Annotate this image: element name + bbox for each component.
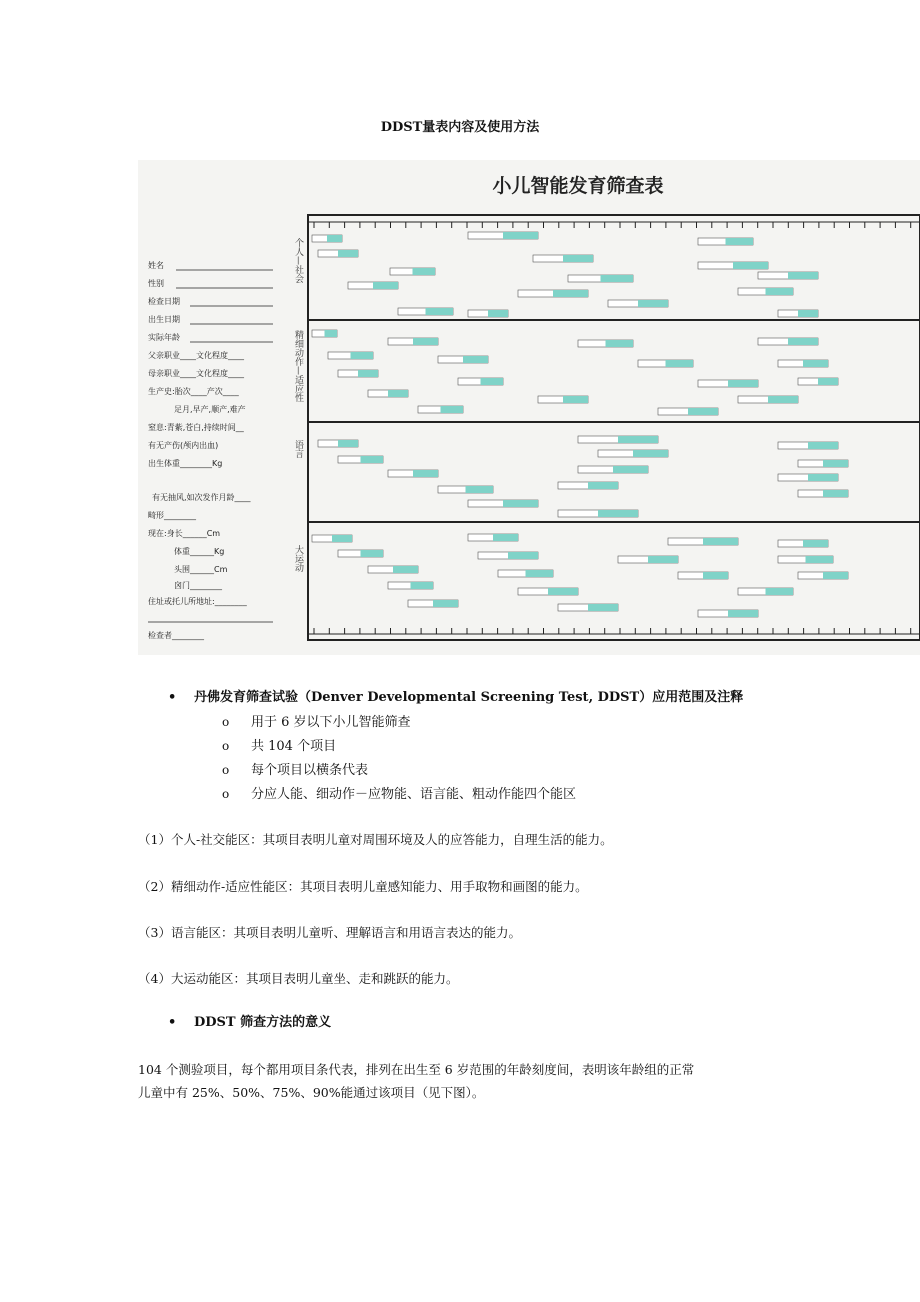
item-bar-fill bbox=[393, 566, 418, 573]
item-bar-fill bbox=[808, 442, 838, 449]
item-bar-fill bbox=[613, 466, 648, 473]
section1-heading bbox=[168, 689, 743, 707]
domain-label-gross-motor: 大运动 bbox=[293, 545, 303, 572]
field-name: 姓名 bbox=[148, 261, 164, 270]
item-bar-fill bbox=[463, 356, 488, 363]
item-bar-fill bbox=[666, 360, 694, 367]
item-bar-fill bbox=[688, 408, 718, 415]
domain-label-personal-social: 个人—社会 bbox=[293, 238, 303, 283]
item-bar-fill bbox=[503, 500, 538, 507]
area-description-1: （1）个人-社交能区：其项目表明儿童对周围环境及人的应答能力，自理生活的能力。 bbox=[138, 832, 613, 847]
item-bar-fill bbox=[803, 360, 828, 367]
item-bar-fill bbox=[823, 490, 848, 497]
list-item: o 共 104 个项目 bbox=[222, 739, 337, 754]
field-birth-injury: 有无产伤(颅内出血) bbox=[148, 441, 219, 450]
domain-label-language: 语言 bbox=[293, 440, 303, 458]
item-bar-fill bbox=[338, 440, 358, 447]
item-bar-fill bbox=[788, 338, 818, 345]
item-bar-fill bbox=[426, 308, 454, 315]
circle-bullet-icon: o bbox=[222, 787, 230, 801]
area-description-2: （2）精细动作-适应性能区：其项目表明儿童感知能力、用手取物和画图的能力。 bbox=[138, 879, 588, 894]
field-malformation: 畸形________ bbox=[148, 511, 196, 520]
item-bar-fill bbox=[618, 436, 658, 443]
item-bar-fill bbox=[413, 268, 436, 275]
field-actual-age: 实际年龄 bbox=[148, 333, 180, 342]
item-bar-fill bbox=[633, 450, 668, 457]
item-bar-fill bbox=[598, 510, 638, 517]
item-bar-fill bbox=[388, 390, 408, 397]
item-bar-fill bbox=[332, 535, 352, 542]
field-birth-date: 出生日期 bbox=[148, 315, 180, 324]
item-bar-fill bbox=[766, 288, 794, 295]
area-description-3: （3）语言能区：其项目表明儿童听、理解语言和用语言表达的能力。 bbox=[138, 925, 521, 940]
field-birth-weight: 出生体重________Kg bbox=[148, 459, 223, 468]
item-bar-fill bbox=[806, 556, 834, 563]
item-bar-fill bbox=[358, 370, 378, 377]
item-bar-fill bbox=[588, 604, 618, 611]
item-bar-fill bbox=[788, 272, 818, 279]
field-address: 住址或托儿所地址:________ bbox=[148, 597, 247, 606]
item-bar-fill bbox=[733, 262, 768, 269]
item-bar-fill bbox=[726, 238, 754, 245]
item-bar-fill bbox=[553, 290, 588, 297]
field-father: 父亲职业____文化程度____ bbox=[148, 351, 244, 360]
list-item: o 分应人能、细动作－应物能、语言能、粗动作能四个能区 bbox=[222, 787, 577, 802]
field-delivery: 足月,早产,顺产,难产 bbox=[174, 405, 246, 414]
item-bar-fill bbox=[327, 235, 342, 242]
item-bar-fill bbox=[588, 482, 618, 489]
section2-heading-text: DDST 筛查方法的意义 bbox=[194, 1015, 332, 1030]
item-bar-fill bbox=[768, 396, 798, 403]
form-chart-title: 小儿智能发育筛查表 bbox=[492, 175, 664, 197]
field-asphyxia: 窒息:青紫,苍白,持续时间__ bbox=[148, 423, 244, 432]
item-bar-fill bbox=[493, 534, 518, 541]
item-bar-fill bbox=[648, 556, 678, 563]
bullet-icon: • bbox=[168, 690, 177, 705]
field-seizure: 有无抽风,如次发作月龄____ bbox=[152, 493, 251, 502]
item-bar-fill bbox=[466, 486, 494, 493]
area-description-4: （4）大运动能区：其项目表明儿童坐、走和跳跃的能力。 bbox=[138, 971, 459, 986]
item-bar-fill bbox=[728, 380, 758, 387]
section1-heading-text: 丹佛发育筛查试验（Denver Developmental Screening Test, DDST）应用范围及注释 bbox=[194, 690, 744, 705]
list-item: o 每个项目以横条代表 bbox=[222, 763, 369, 778]
item-bar-fill bbox=[526, 570, 554, 577]
item-bar-fill bbox=[823, 460, 848, 467]
item-bar-fill bbox=[563, 396, 588, 403]
item-bar-fill bbox=[803, 540, 828, 547]
section2-heading bbox=[168, 1014, 331, 1032]
ddst-screening-form-image bbox=[138, 160, 920, 655]
item-bar-fill bbox=[606, 340, 634, 347]
item-bar-fill bbox=[703, 572, 728, 579]
bullet-icon: • bbox=[168, 1015, 177, 1030]
field-height: 现在:身长______Cm bbox=[148, 529, 221, 538]
item-bar-fill bbox=[413, 470, 438, 477]
field-mother: 母亲职业____文化程度____ bbox=[148, 369, 244, 378]
list-item: o 用于 6 岁以下小儿智能筛查 bbox=[222, 715, 411, 730]
item-bar-fill bbox=[638, 300, 668, 307]
item-bar-fill bbox=[508, 552, 538, 559]
field-examiner: 检查者________ bbox=[148, 631, 204, 640]
field-exam-date: 检查日期 bbox=[148, 297, 180, 306]
circle-bullet-icon: o bbox=[222, 739, 230, 753]
item-bar-fill bbox=[433, 600, 458, 607]
item-bar-fill bbox=[338, 250, 358, 257]
section2-paragraph-line2: 儿童中有 25%、50%、75%、90%能通过该项目（见下图）。 bbox=[138, 1085, 485, 1100]
circle-bullet-icon: o bbox=[222, 763, 230, 777]
field-fontanelle: 囟门________ bbox=[174, 581, 222, 590]
item-bar-fill bbox=[441, 406, 464, 413]
item-bar-fill bbox=[798, 310, 818, 317]
item-bar-fill bbox=[325, 330, 338, 337]
item-bar-fill bbox=[548, 588, 578, 595]
item-bar-fill bbox=[488, 310, 508, 317]
item-bar-fill bbox=[808, 474, 838, 481]
item-bar-fill bbox=[601, 275, 634, 282]
item-bar-fill bbox=[373, 282, 398, 289]
item-bar-fill bbox=[411, 582, 434, 589]
item-bar-fill bbox=[351, 352, 374, 359]
item-bar-fill bbox=[563, 255, 593, 262]
field-sex: 性别 bbox=[148, 279, 164, 288]
item-bar-fill bbox=[503, 232, 538, 239]
item-bar-fill bbox=[766, 588, 794, 595]
item-bar-fill bbox=[481, 378, 504, 385]
section2-paragraph-line1: 104 个测验项目，每个都用项目条代表，排列在出生至 6 岁范围的年龄刻度间，表明该年龄组的正常 bbox=[138, 1062, 695, 1077]
document-title: DDST量表内容及使用方法 bbox=[380, 120, 540, 135]
item-bar-fill bbox=[703, 538, 738, 545]
item-bar-fill bbox=[413, 338, 438, 345]
item-bar-fill bbox=[728, 610, 758, 617]
field-birth-history: 生产史:胎次____产次____ bbox=[148, 387, 239, 396]
domain-label-fine-motor: 精细动作—适应性 bbox=[293, 330, 303, 402]
field-head: 头围______Cm bbox=[174, 565, 228, 574]
item-bar-fill bbox=[818, 378, 838, 385]
field-weight: 体重______Kg bbox=[174, 547, 225, 556]
item-bar-fill bbox=[823, 572, 848, 579]
item-bar-fill bbox=[361, 456, 384, 463]
item-bar-fill bbox=[361, 550, 384, 557]
circle-bullet-icon: o bbox=[222, 715, 230, 729]
